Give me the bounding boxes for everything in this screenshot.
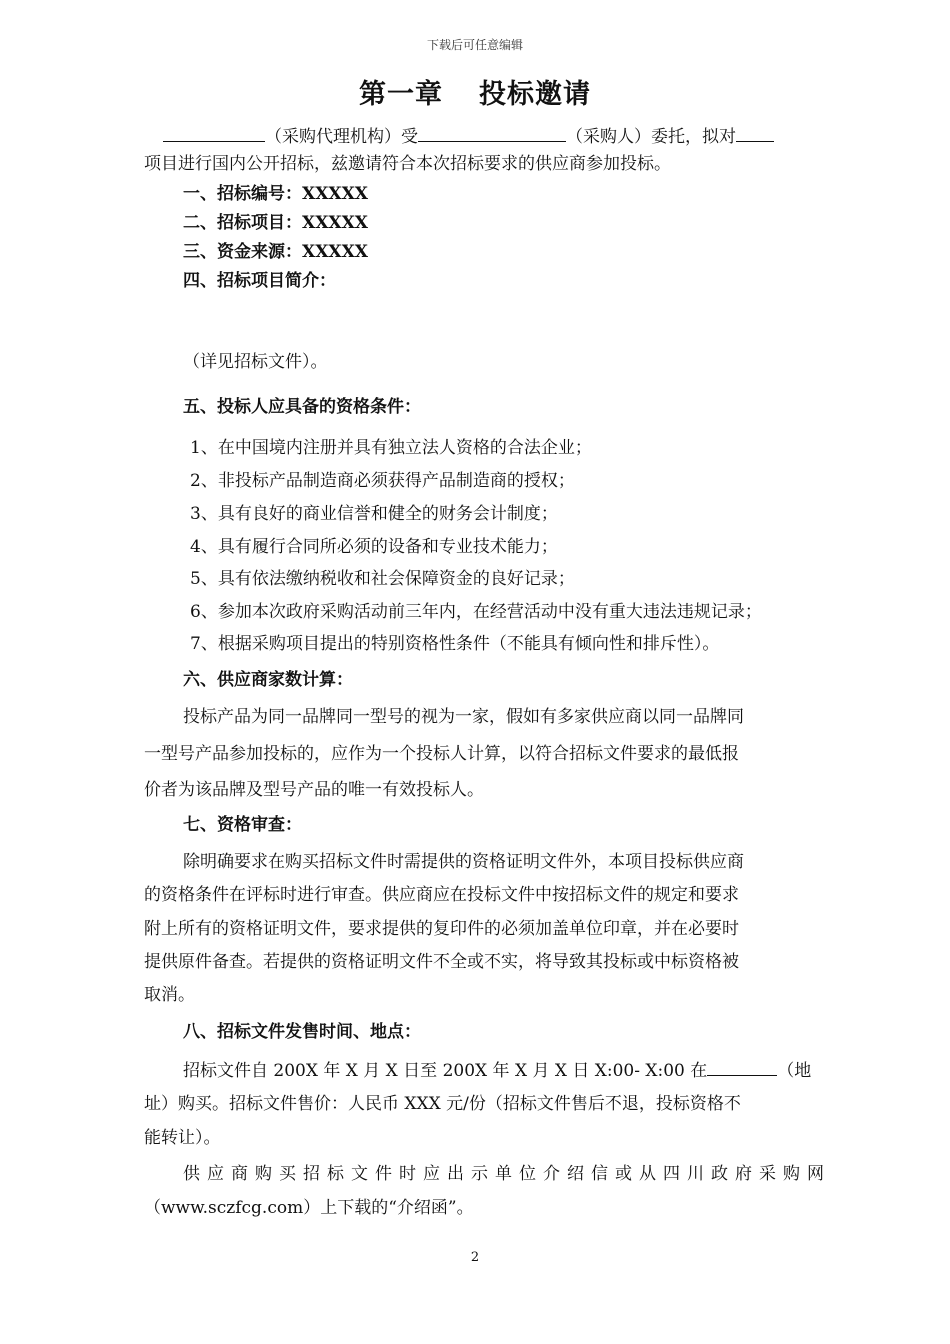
chapter-number: 第一章	[359, 79, 443, 110]
sale-line-2: 址）购买。招标文件售价：人民币 XXX 元/份（招标文件售后不退，投标资格不	[144, 1094, 741, 1114]
section-2-bid-project: 二、招标项目：XXXXX	[183, 213, 368, 233]
purchaser-blank	[418, 124, 566, 142]
sale-line-3: 能转让）。	[144, 1128, 221, 1148]
sale-address-label: （地	[777, 1061, 812, 1081]
count-rule-line: 一型号产品参加投标的，应作为一个投标人计算，以符合招标文件要求的最低报	[144, 744, 739, 764]
review-line: 取消。	[144, 985, 195, 1005]
section-4-project-intro: 四、招标项目简介：	[183, 271, 336, 291]
section-1-bid-number: 一、招标编号：XXXXX	[183, 184, 368, 204]
project-blank	[736, 124, 774, 142]
qualification-item: 1、在中国境内注册并具有独立法人资格的合法企业；	[190, 438, 592, 458]
intro-line-1	[163, 124, 843, 149]
purchaser-label: （采购人）委托，拟对	[566, 127, 736, 147]
agency-label: （采购代理机构）受	[265, 127, 418, 147]
chapter-name: 投标邀请	[479, 79, 591, 110]
qualification-item: 5、具有依法缴纳税收和社会保障资金的良好记录；	[190, 569, 575, 589]
sale-line-4: 供应商购买招标文件时应出示单位介绍信或从四川政府采购网	[183, 1164, 824, 1184]
qualification-item: 3、具有良好的商业信誉和健全的财务会计制度；	[190, 504, 558, 524]
chapter-title	[0, 72, 950, 111]
page-number: 2	[470, 1250, 480, 1265]
review-line: 除明确要求在购买招标文件时需提供的资格证明文件外，本项目投标供应商	[183, 852, 744, 872]
qualification-item: 7、根据采购项目提出的特别资格性条件（不能具有倾向性和排斥性）。	[190, 634, 720, 654]
review-line: 附上所有的资格证明文件，要求提供的复印件的必须加盖单位印章，并在必要时	[144, 919, 739, 939]
agency-blank	[163, 124, 265, 142]
review-line: 提供原件备查。若提供的资格证明文件不全或不实，将导致其投标或中标资格被	[144, 952, 739, 972]
review-line: 的资格条件在评标时进行审查。供应商应在投标文件中按招标文件的规定和要求	[144, 885, 739, 905]
section-6-supplier-count: 六、供应商家数计算：	[183, 670, 353, 690]
section-7-qualification-review: 七、资格审查：	[183, 815, 302, 835]
count-rule-line: 价者为该品牌及型号产品的唯一有效投标人。	[144, 780, 484, 800]
count-rule-line: 投标产品为同一品牌同一型号的视为一家，假如有多家供应商以同一品牌同	[183, 707, 744, 727]
page-header-note: 下载后可任意编辑	[426, 38, 523, 52]
section-3-fund-source: 三、资金来源：XXXXX	[183, 242, 368, 262]
section-5-qualifications: 五、投标人应具备的资格条件：	[183, 397, 421, 417]
qualification-item: 6、参加本次政府采购活动前三年内，在经营活动中没有重大违法违规记录；	[190, 602, 762, 622]
project-intro-detail: （详见招标文件）。	[183, 352, 328, 372]
qualification-item: 2、非投标产品制造商必须获得产品制造商的授权；	[190, 471, 575, 491]
intro-line-2: 项目进行国内公开招标，兹邀请符合本次招标要求的供应商参加投标。	[144, 154, 671, 174]
sale-line-5: （www.sczfcg.com）上下载的“介绍函”。	[144, 1198, 474, 1218]
sale-line-1	[183, 1058, 824, 1083]
sale-address-blank	[707, 1058, 777, 1076]
section-8-sale-time-place: 八、招标文件发售时间、地点：	[183, 1022, 421, 1042]
qualification-item: 4、具有履行合同所必须的设备和专业技术能力；	[190, 537, 558, 557]
sale-period-text: 招标文件自 200X 年 X 月 X 日至 200X 年 X 月 X 日 X:00- X:00 在	[183, 1061, 708, 1081]
